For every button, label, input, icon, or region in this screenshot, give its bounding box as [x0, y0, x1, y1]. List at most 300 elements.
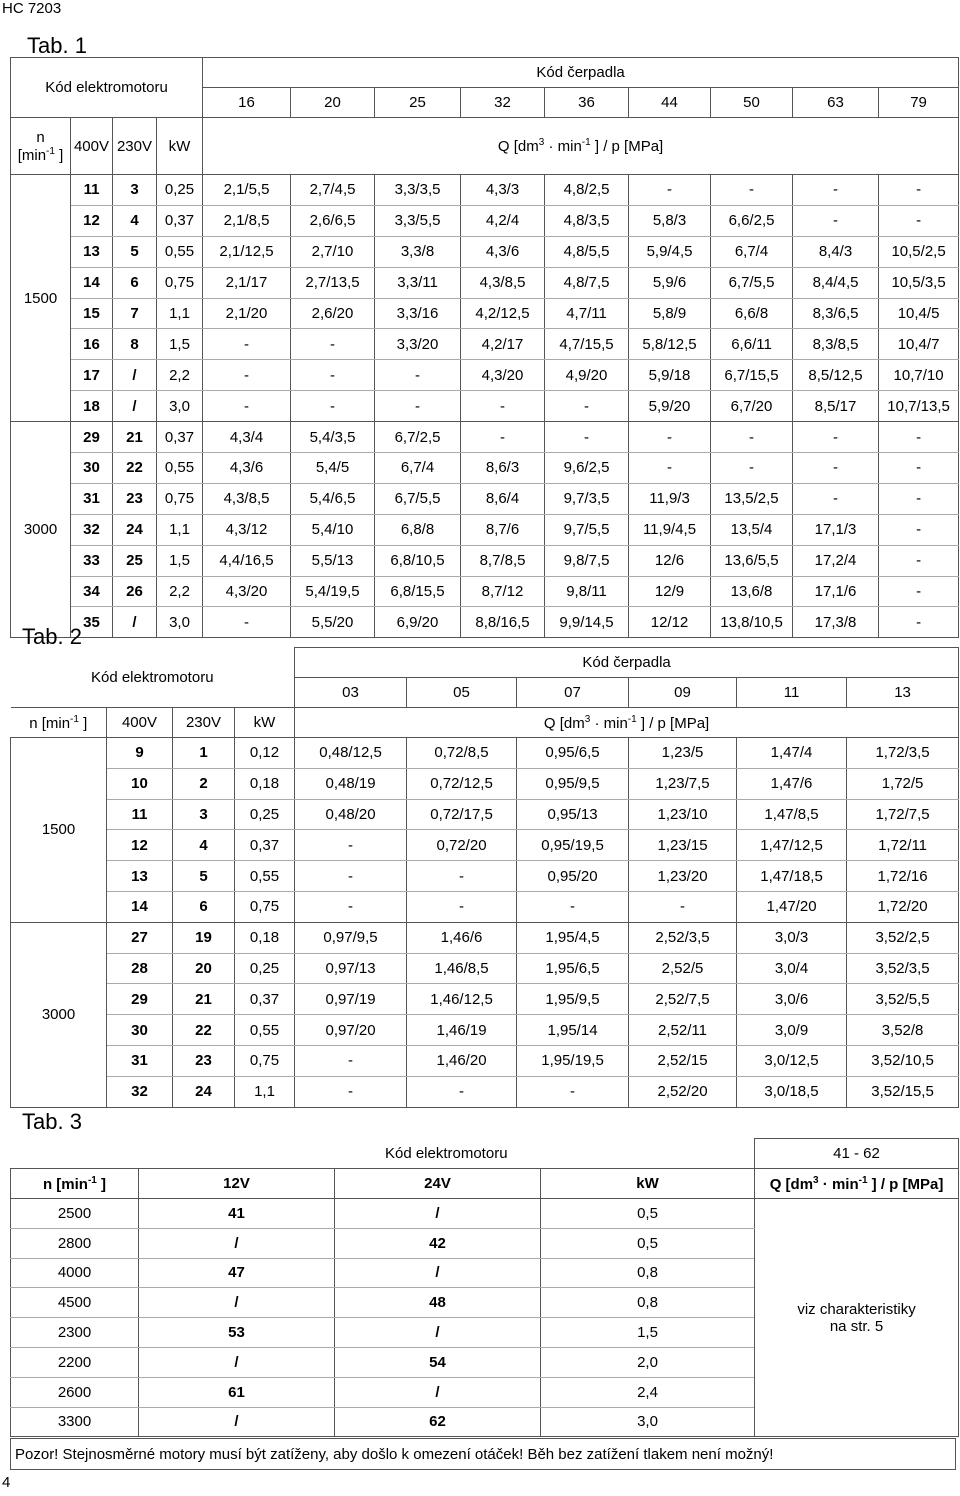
table-cell: 0,37 — [235, 830, 295, 861]
table-cell: - — [295, 891, 407, 922]
table-cell: - — [879, 576, 959, 607]
speed-group-3000: 3000 — [11, 422, 71, 638]
tab1-table — [10, 57, 959, 638]
table-cell: 6,6/8 — [711, 298, 793, 329]
table-cell: 3,0 — [541, 1407, 755, 1437]
table-cell: - — [291, 391, 375, 422]
pump-code-79: 79 — [879, 88, 959, 118]
table-cell: 3,52/15,5 — [847, 1076, 959, 1107]
table-cell: - — [793, 422, 879, 453]
speed-group-1500: 1500 — [11, 738, 107, 923]
table-row — [11, 422, 959, 453]
table-cell: 16 — [71, 329, 113, 360]
table-cell: 5,9/6 — [629, 267, 711, 298]
table-cell: 17,1/3 — [793, 514, 879, 545]
table-cell: 1 — [173, 738, 235, 769]
table-row — [11, 1076, 959, 1107]
table-cell: 3 — [113, 175, 157, 206]
table-cell: 1,1 — [235, 1076, 295, 1107]
table-cell: 0,95/13 — [517, 799, 629, 830]
table-cell: 6 — [173, 891, 235, 922]
table-cell: 2,4 — [541, 1377, 755, 1407]
table-cell: 10,4/7 — [879, 329, 959, 360]
table-cell: 6,6/11 — [711, 329, 793, 360]
table-cell: 34 — [71, 576, 113, 607]
table-cell: 12/6 — [629, 545, 711, 576]
table-cell: 19 — [173, 922, 235, 953]
table-cell: 0,8 — [541, 1288, 755, 1318]
table-cell: 41 — [139, 1199, 335, 1229]
table-cell: 4,8/2,5 — [545, 175, 629, 206]
characteristics-note: viz charakteristiky na str. 5 — [755, 1199, 959, 1437]
table-cell: 3 — [173, 799, 235, 830]
table-row — [11, 267, 959, 298]
table-cell: 10,4/5 — [879, 298, 959, 329]
table-cell: / — [139, 1407, 335, 1437]
n-header: n [$\min^{-1}$ ] — [11, 1169, 139, 1199]
table-cell: 11,9/4,5 — [629, 514, 711, 545]
table-row — [11, 236, 959, 267]
table-cell: 1,72/16 — [847, 861, 959, 892]
table-cell: 0,95/9,5 — [517, 768, 629, 799]
table-cell: / — [113, 360, 157, 391]
table-cell: 3,0/3 — [737, 922, 847, 953]
table-cell: 1,5 — [541, 1318, 755, 1348]
table-cell: 1,47/20 — [737, 891, 847, 922]
table-cell: 3,3/8 — [375, 236, 461, 267]
tab3-table — [10, 1138, 959, 1437]
table-cell: 4,3/6 — [461, 236, 545, 267]
speed-group-3000: 3000 — [11, 922, 107, 1107]
table-cell: / — [139, 1288, 335, 1318]
table-cell: - — [879, 453, 959, 484]
table-cell: - — [879, 422, 959, 453]
table-cell: - — [203, 329, 291, 360]
table-cell: 1,95/4,5 — [517, 922, 629, 953]
table-cell: 4,3/8,5 — [461, 267, 545, 298]
12v-header: 12V — [139, 1169, 335, 1199]
table-cell: 0,25 — [157, 175, 203, 206]
table-cell: 0,95/6,5 — [517, 738, 629, 769]
table-cell: 29 — [107, 984, 173, 1015]
table-cell: 1,95/6,5 — [517, 953, 629, 984]
230v-header: 230V — [113, 118, 157, 175]
table-cell: 0,55 — [235, 861, 295, 892]
table-row — [11, 391, 959, 422]
table-cell: 32 — [71, 514, 113, 545]
table-cell: 4,8/7,5 — [545, 267, 629, 298]
table-cell: 3,52/8 — [847, 1015, 959, 1046]
table-cell: 5,4/19,5 — [291, 576, 375, 607]
table-cell: 23 — [113, 483, 157, 514]
table-cell: 21 — [173, 984, 235, 1015]
table-cell: 2,52/5 — [629, 953, 737, 984]
table-cell: - — [295, 830, 407, 861]
table-row — [11, 891, 959, 922]
table-cell: 13 — [107, 861, 173, 892]
table-cell: / — [335, 1318, 541, 1348]
table-cell: 3,0/4 — [737, 953, 847, 984]
table-cell: 5,9/20 — [629, 391, 711, 422]
table-cell: 13,6/8 — [711, 576, 793, 607]
table-cell: 3,3/16 — [375, 298, 461, 329]
24v-header: 24V — [335, 1169, 541, 1199]
table-cell: 5,5/20 — [291, 607, 375, 638]
table-cell: 22 — [113, 453, 157, 484]
table-cell: 4,4/16,5 — [203, 545, 291, 576]
table-cell: 8 — [113, 329, 157, 360]
table-cell: 4,2/12,5 — [461, 298, 545, 329]
table-row — [11, 830, 959, 861]
table-cell: 3,3/20 — [375, 329, 461, 360]
table-cell: 4,3/3 — [461, 175, 545, 206]
table-cell: 5,4/6,5 — [291, 483, 375, 514]
table-cell: / — [139, 1228, 335, 1258]
table-cell: 0,72/12,5 — [407, 768, 517, 799]
table-cell: 6,9/20 — [375, 607, 461, 638]
table-cell: - — [793, 483, 879, 514]
table-cell: 1,23/10 — [629, 799, 737, 830]
pump-code-36: 36 — [545, 88, 629, 118]
400v-header: 400V — [107, 708, 173, 738]
table-cell: 3,52/3,5 — [847, 953, 959, 984]
pump-code-16: 16 — [203, 88, 291, 118]
table-cell: 0,55 — [235, 1015, 295, 1046]
table-cell: 4,2/17 — [461, 329, 545, 360]
table-cell: 1,1 — [157, 514, 203, 545]
table-cell: 8,7/12 — [461, 576, 545, 607]
table-cell: 18 — [71, 391, 113, 422]
table-cell: 1,5 — [157, 329, 203, 360]
table-cell: 5,5/13 — [291, 545, 375, 576]
table-cell: 2,52/3,5 — [629, 922, 737, 953]
pump-code-20: 20 — [291, 88, 375, 118]
table-cell: 9 — [107, 738, 173, 769]
pump-range-header: 41 - 62 — [755, 1139, 959, 1169]
table-cell: 14 — [107, 891, 173, 922]
table-cell: 2200 — [11, 1347, 139, 1377]
kw-header: kW — [541, 1169, 755, 1199]
table-cell: 0,75 — [157, 267, 203, 298]
table-cell: 9,6/2,5 — [545, 453, 629, 484]
table-cell: 0,12 — [235, 738, 295, 769]
table-cell: 13,6/5,5 — [711, 545, 793, 576]
table-cell: 13,5/2,5 — [711, 483, 793, 514]
table-cell: 2600 — [11, 1377, 139, 1407]
table-cell: 2,2 — [157, 576, 203, 607]
table-cell: 9,7/5,5 — [545, 514, 629, 545]
table-cell: - — [375, 391, 461, 422]
table-cell: 10,5/2,5 — [879, 236, 959, 267]
table-cell: 8,4/4,5 — [793, 267, 879, 298]
table-cell: 0,75 — [235, 1045, 295, 1076]
table-cell: 6 — [113, 267, 157, 298]
table-cell: - — [517, 891, 629, 922]
table-cell: 2,52/7,5 — [629, 984, 737, 1015]
table-cell: - — [879, 607, 959, 638]
table-cell: - — [711, 175, 793, 206]
table-row — [11, 768, 959, 799]
table-cell: 17,2/4 — [793, 545, 879, 576]
table-cell: 4,3/20 — [203, 576, 291, 607]
table-cell: 3300 — [11, 1407, 139, 1437]
table-cell: 2,52/11 — [629, 1015, 737, 1046]
table-cell: 1,47/12,5 — [737, 830, 847, 861]
table-cell: 8,3/6,5 — [793, 298, 879, 329]
table-cell: 10 — [107, 768, 173, 799]
table-cell: 0,48/20 — [295, 799, 407, 830]
table-cell: 0,25 — [235, 799, 295, 830]
table-cell: - — [295, 1045, 407, 1076]
table-cell: 0,95/20 — [517, 861, 629, 892]
table-cell: 13 — [71, 236, 113, 267]
table-cell: - — [629, 422, 711, 453]
table-cell: 1,47/18,5 — [737, 861, 847, 892]
table-cell: 8,5/17 — [793, 391, 879, 422]
table-cell: 33 — [71, 545, 113, 576]
table-cell: 20 — [173, 953, 235, 984]
table-cell: 9,9/14,5 — [545, 607, 629, 638]
table-cell: 0,8 — [541, 1258, 755, 1288]
table-cell: 6,8/8 — [375, 514, 461, 545]
table-cell: 6,7/15,5 — [711, 360, 793, 391]
table-cell: 4,8/3,5 — [545, 205, 629, 236]
pump-code-63: 63 — [793, 88, 879, 118]
table-cell: 3,3/11 — [375, 267, 461, 298]
table-cell: 48 — [335, 1288, 541, 1318]
table-cell: 0,55 — [157, 453, 203, 484]
table-cell: 2,7/10 — [291, 236, 375, 267]
table-cell: 0,72/8,5 — [407, 738, 517, 769]
table-cell: 5,4/3,5 — [291, 422, 375, 453]
table-cell: - — [629, 891, 737, 922]
table-cell: 2800 — [11, 1228, 139, 1258]
table-cell: 23 — [173, 1045, 235, 1076]
table-cell: 12 — [107, 830, 173, 861]
table-cell: 3,0 — [157, 607, 203, 638]
table-row — [11, 545, 959, 576]
table-cell: - — [545, 391, 629, 422]
table-cell: - — [407, 861, 517, 892]
motor-code-header: Kód elektromotoru — [11, 58, 203, 118]
table-cell: 25 — [113, 545, 157, 576]
table-cell: 6,8/10,5 — [375, 545, 461, 576]
table-cell: 1,95/19,5 — [517, 1045, 629, 1076]
table-cell: 0,97/20 — [295, 1015, 407, 1046]
warning-note: Pozor! Stejnosměrné motory musí být zatíženy, aby došlo k omezení otáček! Běh bez zatížení tlakem není možný! — [10, 1438, 956, 1470]
table-cell: 5,8/12,5 — [629, 329, 711, 360]
230v-header: 230V — [173, 708, 235, 738]
table-cell: 12/12 — [629, 607, 711, 638]
kw-header: kW — [235, 708, 295, 738]
table-cell: 4 — [113, 205, 157, 236]
table-cell: 5,8/9 — [629, 298, 711, 329]
table-cell: 0,72/20 — [407, 830, 517, 861]
table-cell: 24 — [113, 514, 157, 545]
table-cell: 31 — [107, 1045, 173, 1076]
table-row — [11, 607, 959, 638]
motor-code-header: Kód elektromotoru — [384, 1144, 508, 1162]
table-cell: 0,97/19 — [295, 984, 407, 1015]
table-row — [11, 738, 959, 769]
table-cell: 3,0/9 — [737, 1015, 847, 1046]
table-cell: 8,3/8,5 — [793, 329, 879, 360]
table-cell: 5 — [113, 236, 157, 267]
table-cell: - — [711, 453, 793, 484]
table-cell: 0,25 — [235, 953, 295, 984]
table-cell: 17 — [71, 360, 113, 391]
table-cell: 1,47/8,5 — [737, 799, 847, 830]
table-cell: 8,6/3 — [461, 453, 545, 484]
table-cell: - — [629, 453, 711, 484]
table-cell: 4,3/20 — [461, 360, 545, 391]
table-cell: 9,7/3,5 — [545, 483, 629, 514]
table-cell: 6,7/5,5 — [711, 267, 793, 298]
table-cell: 2500 — [11, 1199, 139, 1229]
table-cell: 6,7/4 — [375, 453, 461, 484]
table-cell: 5,4/10 — [291, 514, 375, 545]
table-cell: 3,52/2,5 — [847, 922, 959, 953]
table-cell: 3,0/12,5 — [737, 1045, 847, 1076]
table-cell: 2,7/13,5 — [291, 267, 375, 298]
table-cell: 47 — [139, 1258, 335, 1288]
table-cell: 5,9/4,5 — [629, 236, 711, 267]
table-cell: 1,23/5 — [629, 738, 737, 769]
table-cell: 3,52/10,5 — [847, 1045, 959, 1076]
table-cell: 0,37 — [235, 984, 295, 1015]
table-cell: 1,95/9,5 — [517, 984, 629, 1015]
table-cell: - — [879, 205, 959, 236]
table-cell: - — [291, 329, 375, 360]
table-cell: 1,46/8,5 — [407, 953, 517, 984]
pump-code-09: 09 — [629, 678, 737, 708]
table-cell: 35 — [71, 607, 113, 638]
table-cell: 5,9/18 — [629, 360, 711, 391]
table-cell: 0,55 — [157, 236, 203, 267]
table-cell: 1,47/4 — [737, 738, 847, 769]
table-cell: / — [335, 1377, 541, 1407]
table-cell: 0,97/9,5 — [295, 922, 407, 953]
tab1-title: Tab. 1 — [27, 33, 87, 58]
table-cell: / — [335, 1258, 541, 1288]
table-cell: 28 — [107, 953, 173, 984]
table-cell: 4,8/5,5 — [545, 236, 629, 267]
table-row — [11, 175, 959, 206]
pump-code-32: 32 — [461, 88, 545, 118]
table-cell: 2,1/12,5 — [203, 236, 291, 267]
table-row — [11, 922, 959, 953]
table-cell: 5 — [173, 861, 235, 892]
table-row — [11, 799, 959, 830]
table-cell: / — [113, 607, 157, 638]
table-cell: 5,8/3 — [629, 205, 711, 236]
table-cell: 4 — [173, 830, 235, 861]
page-number: 4 — [2, 1474, 11, 1491]
table-cell: 0,37 — [157, 205, 203, 236]
tab2-table — [10, 647, 959, 1108]
table-cell: 2,0 — [541, 1347, 755, 1377]
table-cell: 1,23/15 — [629, 830, 737, 861]
table-cell: 4,7/15,5 — [545, 329, 629, 360]
table-row — [11, 453, 959, 484]
table-cell: - — [793, 205, 879, 236]
table-cell: 2,6/6,5 — [291, 205, 375, 236]
table-cell: 2,1/5,5 — [203, 175, 291, 206]
table-cell: - — [203, 607, 291, 638]
table-cell: 32 — [107, 1076, 173, 1107]
table-cell: 11 — [71, 175, 113, 206]
motor-code-header: Kód elektromotoru — [90, 668, 214, 686]
table-cell: 1,47/6 — [737, 768, 847, 799]
table-cell: 61 — [139, 1377, 335, 1407]
table-row — [11, 984, 959, 1015]
table-cell: 22 — [173, 1015, 235, 1046]
table-cell: 1,95/14 — [517, 1015, 629, 1046]
table-cell: 29 — [71, 422, 113, 453]
table-cell: 62 — [335, 1407, 541, 1437]
table-cell: 4,7/11 — [545, 298, 629, 329]
table-row — [11, 861, 959, 892]
table-row — [11, 298, 959, 329]
table-cell: 0,75 — [157, 483, 203, 514]
table-cell: 17,3/8 — [793, 607, 879, 638]
table-row — [11, 1199, 959, 1229]
table-cell: 13,5/4 — [711, 514, 793, 545]
table-cell: 1,72/3,5 — [847, 738, 959, 769]
table-row — [11, 1045, 959, 1076]
table-cell: - — [461, 422, 545, 453]
table-cell: 6,7/4 — [711, 236, 793, 267]
table-cell: 8,8/16,5 — [461, 607, 545, 638]
table-cell: 21 — [113, 422, 157, 453]
table-cell: 8,4/3 — [793, 236, 879, 267]
table-cell: - — [879, 175, 959, 206]
table-row — [11, 360, 959, 391]
table-cell: 9,8/7,5 — [545, 545, 629, 576]
table-cell: 2300 — [11, 1318, 139, 1348]
kw-header: kW — [157, 118, 203, 175]
table-cell: 0,48/19 — [295, 768, 407, 799]
table-cell: 1,72/20 — [847, 891, 959, 922]
table-cell: - — [793, 175, 879, 206]
table-cell: - — [203, 391, 291, 422]
table-cell: 11 — [107, 799, 173, 830]
table-cell: 11,9/3 — [629, 483, 711, 514]
table-cell: 1,5 — [157, 545, 203, 576]
table-cell: - — [711, 422, 793, 453]
table-cell: 0,5 — [541, 1228, 755, 1258]
pump-code-07: 07 — [517, 678, 629, 708]
table-cell: - — [629, 175, 711, 206]
table-cell: 30 — [107, 1015, 173, 1046]
table-cell: 2,1/8,5 — [203, 205, 291, 236]
table-cell: - — [461, 391, 545, 422]
table-row — [11, 953, 959, 984]
table-cell: - — [793, 453, 879, 484]
table-cell: 0,95/19,5 — [517, 830, 629, 861]
400v-header: 400V — [71, 118, 113, 175]
table-cell: 0,37 — [157, 422, 203, 453]
table-cell: 1,46/6 — [407, 922, 517, 953]
table-cell: - — [545, 422, 629, 453]
q-header: Q [$dm^3 \cdot \min^{-1}$ ] / p [MPa] — [755, 1169, 959, 1199]
table-cell: / — [139, 1347, 335, 1377]
table-cell: 2,2 — [157, 360, 203, 391]
table-cell: 4,2/4 — [461, 205, 545, 236]
table-cell: 7 — [113, 298, 157, 329]
tab2-title: Tab. 2 — [22, 624, 82, 649]
table-cell: 12/9 — [629, 576, 711, 607]
